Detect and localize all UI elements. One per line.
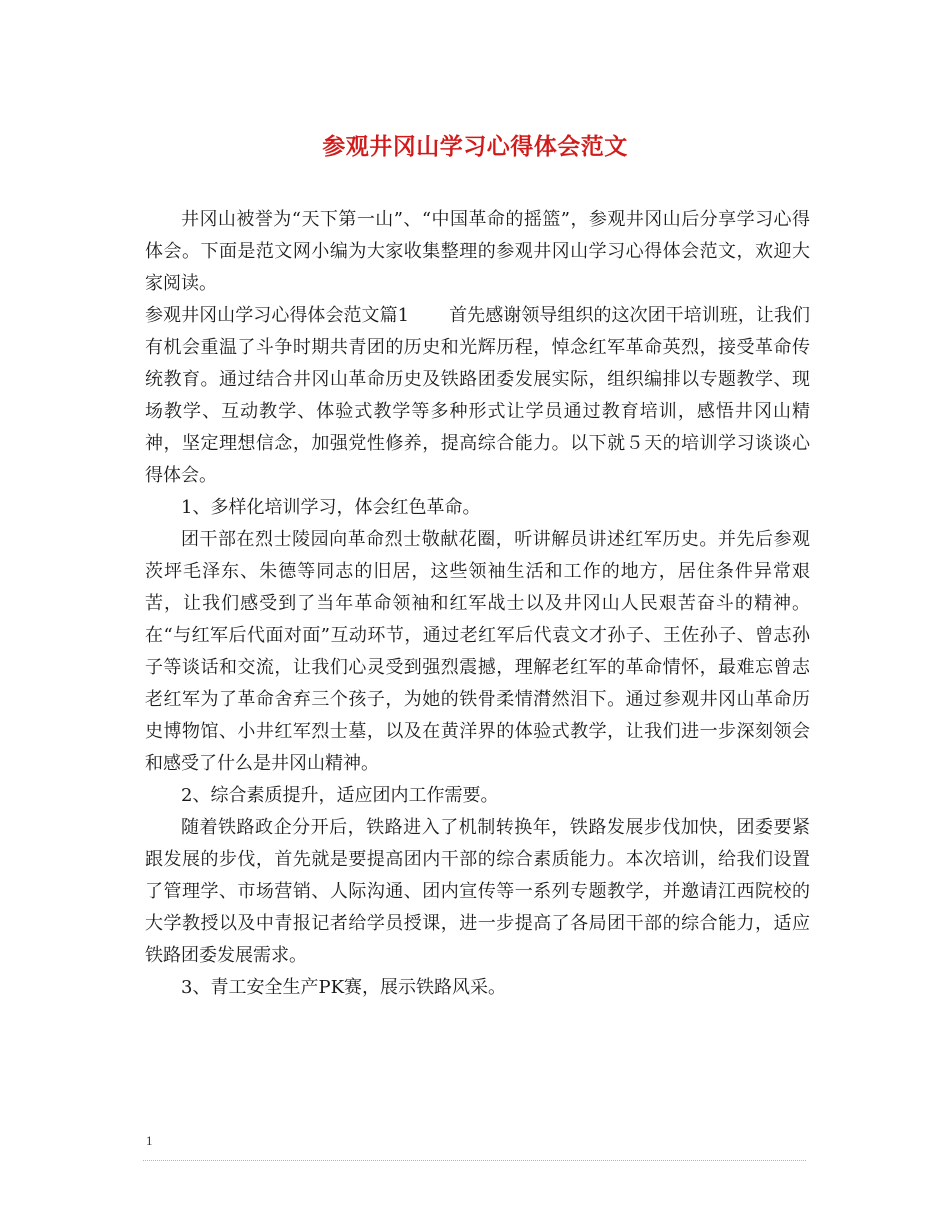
intro-paragraph: 井冈山被誉为“天下第一山”、“中国革命的摇篮”，参观井冈山后分享学习心得体会。下面是范文网小编为大家收集整理的参观井冈山学习心得体会范文，欢迎大家阅读。 bbox=[145, 209, 810, 294]
section-1-body: 首先感谢领导组织的这次团干培训班，让我们有机会重温了斗争时期共青团的历史和光辉历程，悼念红军革命英烈，接受革命传统教育。通过结合井冈山革命历史及铁路团委发展实际，组织编排以专题教学、现场教学、互动教学、体验式教学等多种形式让学员通过教育培训，感悟井冈山精神，坚定理想信念，加强党性修养，提高综合能力。以下就５天的培训学习谈谈心得体会。 bbox=[145, 305, 811, 486]
section-1-paragraph bbox=[145, 300, 810, 492]
point-1-heading: 1、多样化培训学习，体会红色革命。 bbox=[181, 497, 481, 518]
footer-divider bbox=[143, 1160, 806, 1161]
point-2-body: 随着铁路政企分开后，铁路进入了机制转换年，铁路发展步伐加快，团委要紧跟发展的步伐，首先就是要提高团内干部的综合素质能力。本次培训，给我们设置了管理学、市场营销、人际沟通、团内宣传等一系列专题教学，并邀请江西院校的大学教授以及中青报记者给学员授课，进一步提高了各局团干部的综合能力，适应铁路团委发展需求。 bbox=[145, 817, 810, 966]
section-1-heading: 参观井冈山学习心得体会范文篇1 bbox=[145, 305, 410, 326]
point-2-heading: 2、综合素质提升，适应团内工作需要。 bbox=[181, 785, 499, 806]
document-title: 参观井冈山学习心得体会范文 bbox=[322, 133, 628, 160]
document-body bbox=[145, 204, 810, 1004]
page-number: 1 bbox=[146, 1133, 153, 1148]
point-3-heading: 3、青工安全生产PK赛，展示铁路风采。 bbox=[181, 977, 507, 998]
point-1-body: 团干部在烈士陵园向革命烈士敬献花圈，听讲解员讲述红军历史。并先后参观茨坪毛泽东、朱德等同志的旧居，这些领袖生活和工作的地方，居住条件异常艰苦，让我们感受到了当年革命领袖和红军战士以及井冈山人民艰苦奋斗的精神。在“与红军后代面对面”互动环节，通过老红军后代袁文才孙子、王佐孙子、曾志孙子等谈话和交流，让我们心灵受到强烈震撼，理解老红军的革命情怀，最难忘曾志老红军为了革命舍弃三个孩子，为她的铁骨柔情潸然泪下。通过参观井冈山革命历史博物馆、小井红军烈士墓，以及在黄洋界的体验式教学，让我们进一步深刻领会和感受了什么是井冈山精神。 bbox=[145, 529, 810, 774]
